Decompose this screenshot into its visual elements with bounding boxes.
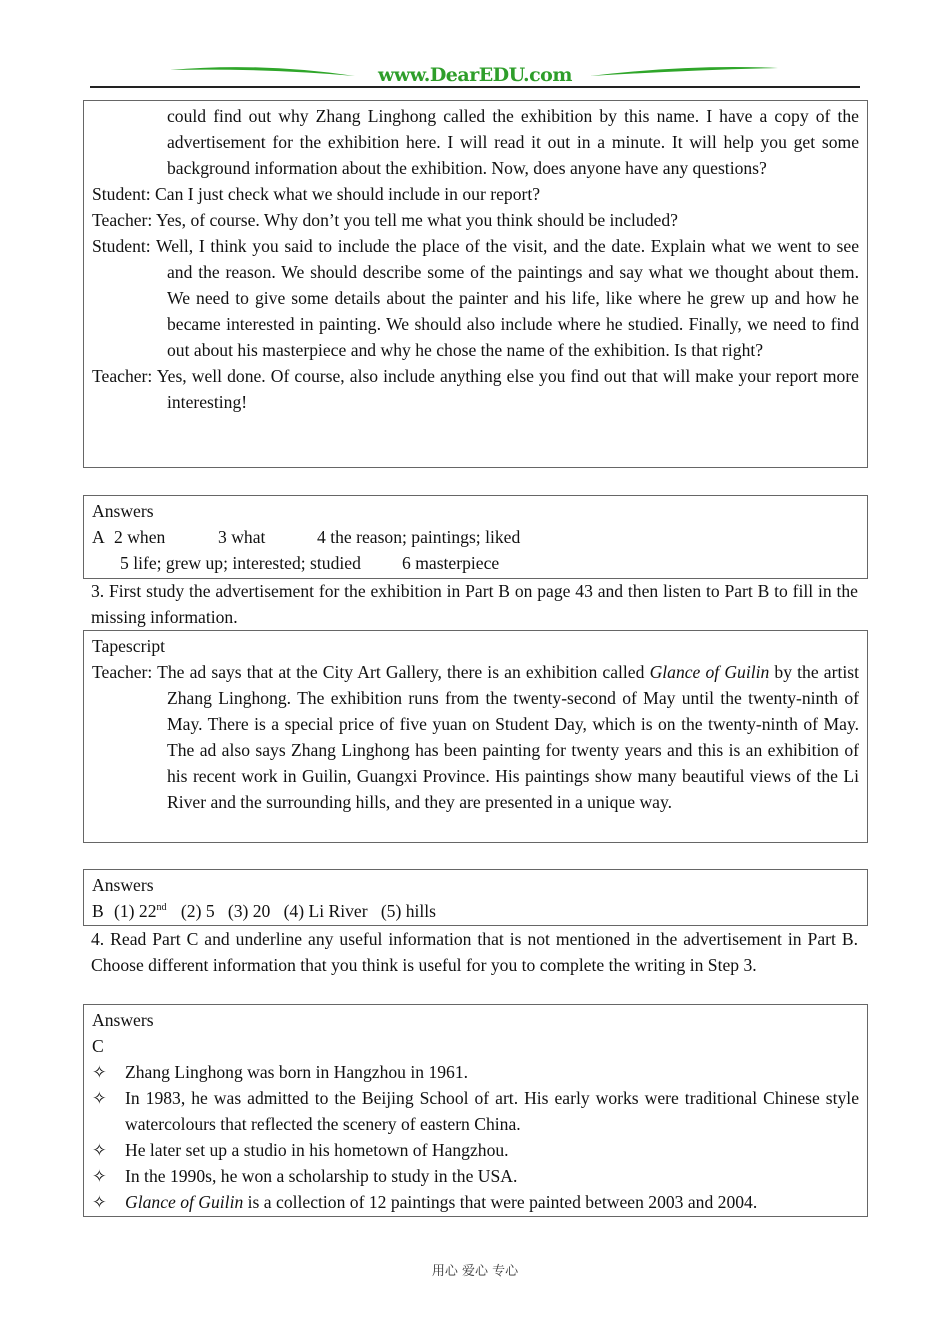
dialogue-line: Teacher: Yes, well done. Of course, also include anything else you find out that will make your report more interesting! xyxy=(92,366,859,412)
answers-c-box xyxy=(83,1004,868,1217)
answers-a-line1 xyxy=(92,524,859,550)
answers-title: Answers xyxy=(92,1010,154,1030)
dialogue-line: Student: Well, I think you said to include the place of the visit, and the date. Explain what we went to see and the reason. We should describe some of the paintings and say what we thought about them. We need to give some details about the painter and his life, like where he grew up and how he became interested in painting. We should also include where he studied. Finally, we need to find out about his masterpiece and why he chose the name of the exhibition. Is that right? xyxy=(92,236,859,360)
answer-item: (4) Li River xyxy=(283,901,368,921)
answer-item: (3) 20 xyxy=(227,901,271,921)
answers-b-line xyxy=(92,898,859,924)
list-item-text: In 1983, he was admitted to the Beijing School of art. His early works were traditional Chinese style watercolours that reflected the scenery of eastern China. xyxy=(125,1088,859,1134)
tapescript-box xyxy=(83,630,868,843)
answer-item: (2) 5 xyxy=(180,901,215,921)
diamond-bullet-icon: ✧ xyxy=(92,1062,107,1082)
step-3-instruction: 3. First study the advertisement for the exhibition in Part B on page 43 and then listen to Part B to fill in the missing information. xyxy=(91,581,858,627)
list-item xyxy=(92,1137,859,1163)
answer-item: (1) 22 xyxy=(114,901,157,921)
tapescript-title: Tapescript xyxy=(92,636,166,656)
dialogue-line: Student: Can I just check what we should include in our report? xyxy=(92,184,541,204)
answer-item: (5) hills xyxy=(380,901,437,921)
text-run: by the artist Zhang Linghong. The exhibition runs from the twenty-second of May until the twenty-ninth of May. There is a special price of five yuan on Student Day, which is on the twenty-ninth of May. The ad also says Zhang Linghong has been painting for twenty years and this is an exhibition of his recent work in Guilin, Guangxi Province. His paintings show many beautiful views of the Li River and the surrounding hills, and they are presented in a unique way. xyxy=(167,662,859,812)
answer-label: A xyxy=(92,527,105,547)
list-item xyxy=(92,1085,859,1137)
answers-a-line2 xyxy=(92,550,859,576)
list-item-text: He later set up a studio in his hometown of Hangzhou. xyxy=(125,1140,509,1160)
answer-item: 2 when xyxy=(114,527,166,547)
list-item-text xyxy=(125,1189,859,1215)
diamond-bullet-icon: ✧ xyxy=(92,1140,107,1160)
answers-title: Answers xyxy=(92,875,154,895)
answer-item: 6 masterpiece xyxy=(402,553,500,573)
answer-item: 4 the reason; paintings; liked xyxy=(317,527,521,547)
answer-item: 5 life; grew up; interested; studied xyxy=(120,553,361,573)
text-run: is a collection of 12 paintings that were painted between 2003 and 2004. xyxy=(243,1192,758,1212)
step-4-instruction: 4. Read Part C and underline any useful information that is not mentioned in the advertisement in Part B. Choose different information that you think is useful for you to complete the writing in Step 3. xyxy=(91,929,858,975)
diamond-bullet-icon: ✧ xyxy=(92,1088,107,1108)
header-rule xyxy=(90,86,860,88)
page-footer: 用心 爱心 专心 xyxy=(431,1264,519,1279)
list-item-text: In the 1990s, he won a scholarship to study in the USA. xyxy=(125,1166,518,1186)
answers-title: Answers xyxy=(92,501,154,521)
list-item xyxy=(92,1189,859,1215)
answers-b-box xyxy=(83,869,868,926)
answers-a-box xyxy=(83,495,868,579)
text-run: Teacher: The ad says that at the City Art Gallery, there is an exhibition called xyxy=(92,662,650,682)
dialogue-box xyxy=(83,100,868,468)
answer-item: 3 what xyxy=(218,527,266,547)
exhibition-title: Glance of Guilin xyxy=(649,662,770,682)
exhibition-title: Glance of Guilin xyxy=(125,1192,244,1212)
answer-label: B xyxy=(92,901,104,921)
dialogue-line: Teacher: Yes, of course. Why don’t you tell me what you think should be included? xyxy=(92,210,678,230)
list-item xyxy=(92,1059,859,1085)
answer-label: C xyxy=(92,1036,104,1056)
ordinal-suffix: nd xyxy=(156,902,167,914)
logo-text: www.DearEDU.com xyxy=(378,64,572,86)
list-item xyxy=(92,1163,859,1189)
list-item-text: Zhang Linghong was born in Hangzhou in 1961. xyxy=(125,1062,469,1082)
diamond-bullet-icon: ✧ xyxy=(92,1166,107,1186)
diamond-bullet-icon: ✧ xyxy=(92,1192,107,1212)
tapescript-text xyxy=(92,659,859,815)
site-logo xyxy=(170,62,780,88)
dialogue-line: could find out why Zhang Linghong called the exhibition by this name. I have a copy of the advertisement for the exhibition here. I will read it out in a minute. It will help you get some background information about the exhibition. Now, does anyone have any questions? xyxy=(167,106,859,178)
